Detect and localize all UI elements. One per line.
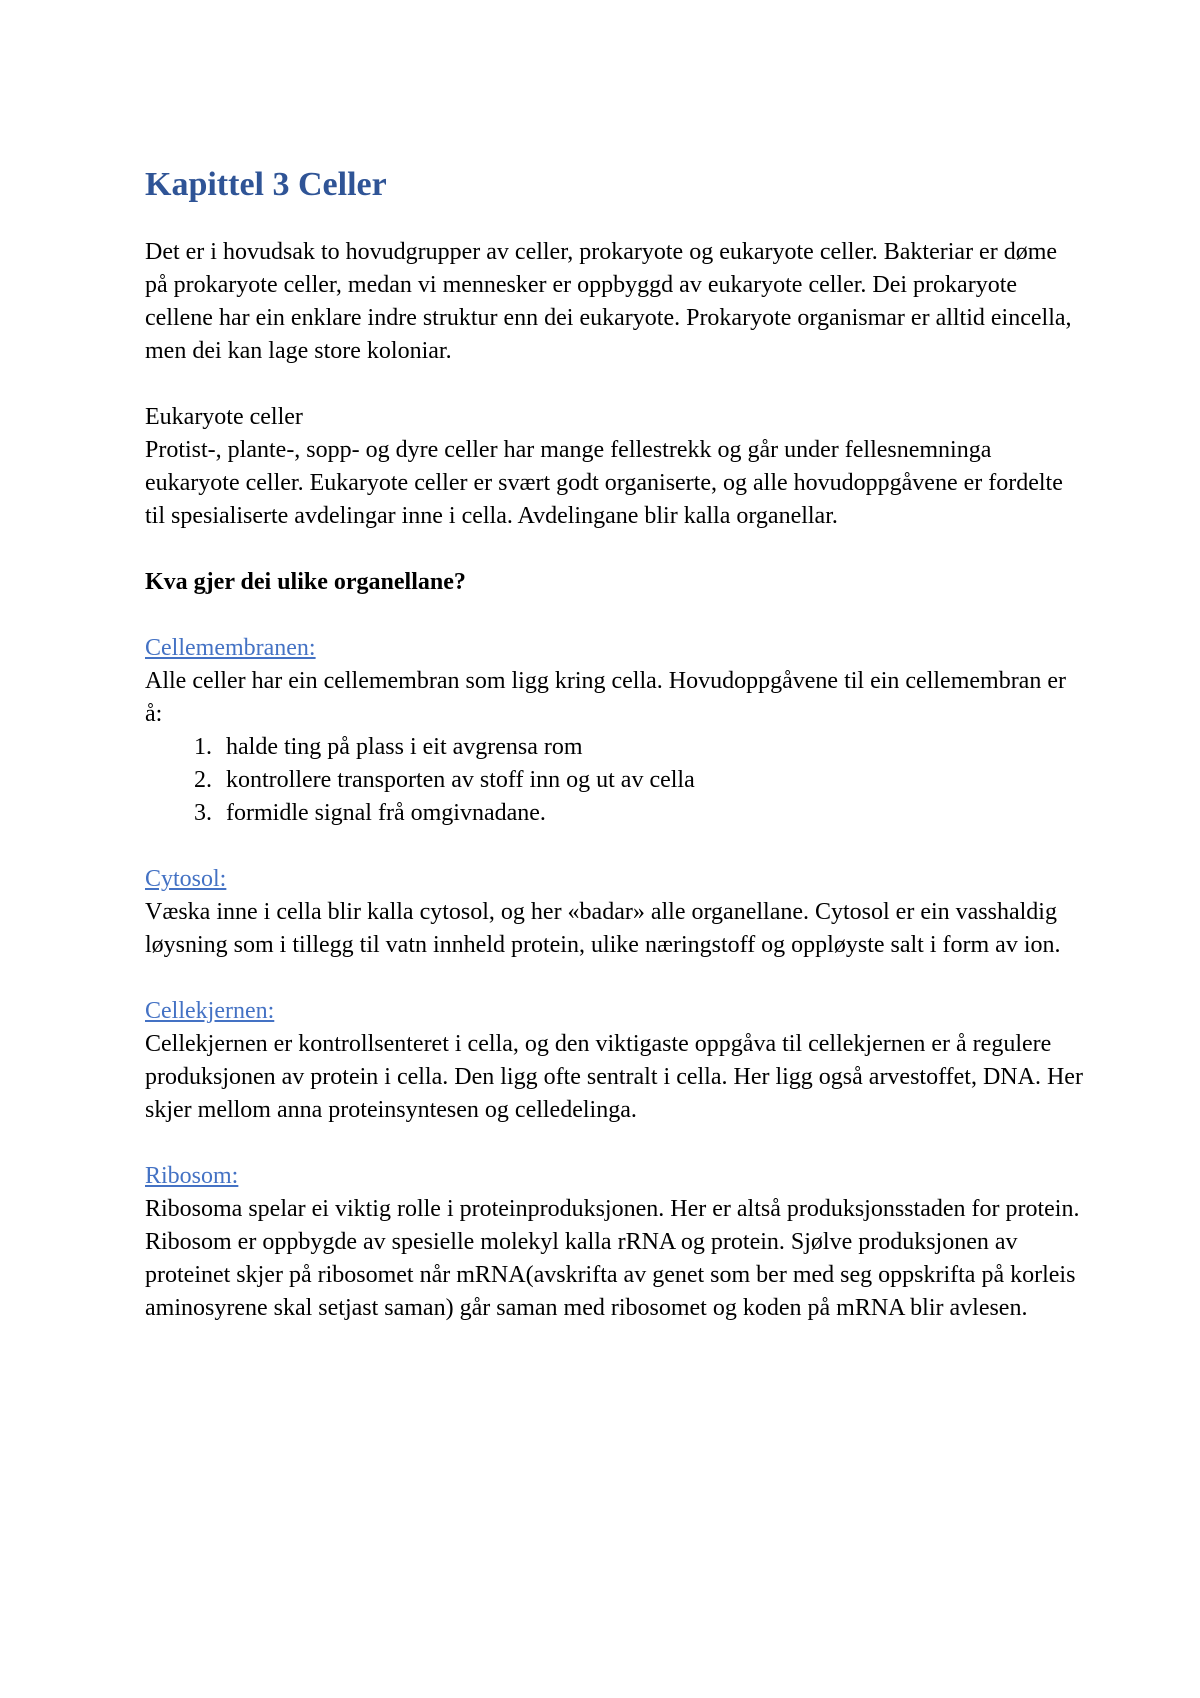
intro-paragraph: Det er i hovudsak to hovudgrupper av celler, prokaryote og eukaryote celler. Bakteriar er døme på prokaryote celler, medan vi mennesker er oppbyggd av eukaryote celler. Dei prokaryote cellene har ein enklare indre struktur enn dei eukaryote. Prokaryote organismar er alltid eincella, men dei kan lage store koloniar.: [145, 239, 1072, 364]
page-title: Kapittel 3 Celler: [145, 166, 387, 203]
paragraph-spacer: [145, 962, 1085, 995]
document-page: [145, 163, 1085, 1325]
cellemembranen-duties-list: [145, 731, 1085, 830]
cytosol-section: [145, 863, 1085, 896]
paragraph-spacer: [145, 1127, 1085, 1160]
cellekjernen-paragraph: Cellekjernen er kontrollsenteret i cella, og den viktigaste oppgåva til cellekjernen er å regulere produksjonen av protein i cella. Den ligg ofte sentralt i cella. Her ligg også arvestoffet, DNA. Her skjer mellom anna proteinsyntesen og celledelinga.: [145, 1031, 1083, 1123]
paragraph-spacer: [145, 368, 1085, 401]
cellemembranen-paragraph: Alle celler har ein cellemembran som ligg kring cella. Hovudoppgåvene til ein cellemembran er å:: [145, 668, 1066, 727]
organelles-question-heading: Kva gjer dei ulike organellane?: [145, 569, 466, 595]
ribosom-link[interactable]: Ribosom:: [145, 1163, 239, 1189]
list-item: 2. kontrollere transporten av stoff inn og ut av cella: [218, 764, 1085, 797]
cellekjernen-link[interactable]: Cellekjernen:: [145, 998, 275, 1024]
list-item: 3. formidle signal frå omgivnadane.: [218, 797, 1085, 830]
cellemembranen-section: [145, 632, 1085, 665]
paragraph-spacer: [145, 599, 1085, 632]
ribosom-section: [145, 1160, 1085, 1193]
cytosol-link[interactable]: Cytosol:: [145, 866, 227, 892]
paragraph-spacer: [145, 533, 1085, 566]
ribosom-paragraph: Ribosoma spelar ei viktig rolle i proteinproduksjonen. Her er altså produksjonsstaden for protein. Ribosom er oppbygde av spesielle molekyl kalla rRNA og protein. Sjølve produksjonen av proteinet skjer på ribosomet når mRNA(avskrifta av genet som ber med seg oppskrifta på korleis aminosyrene skal setjast saman) går saman med ribosomet og koden på mRNA blir avlesen.: [145, 1196, 1080, 1321]
cytosol-paragraph: Væska inne i cella blir kalla cytosol, og her «badar» alle organellane. Cytosol er ein vasshaldig løysning som i tillegg til vatn innheld protein, ulike næringstoff og oppløyste salt i form av ion.: [145, 899, 1061, 958]
paragraph-spacer: [145, 830, 1085, 863]
list-item: 1. halde ting på plass i eit avgrensa rom: [218, 731, 1085, 764]
eukaryote-heading: Eukaryote celler: [145, 404, 303, 430]
cellekjernen-section: [145, 995, 1085, 1028]
eukaryote-paragraph: Protist-, plante-, sopp- og dyre celler har mange fellestrekk og går under fellesnemninga eukaryote celler. Eukaryote celler er svært godt organiserte, og alle hovudoppgåvene er fordelte til spesialiserte avdelingar inne i cella. Avdelingane blir kalla organellar.: [145, 437, 1063, 529]
cellemembranen-link[interactable]: Cellemembranen:: [145, 635, 316, 661]
